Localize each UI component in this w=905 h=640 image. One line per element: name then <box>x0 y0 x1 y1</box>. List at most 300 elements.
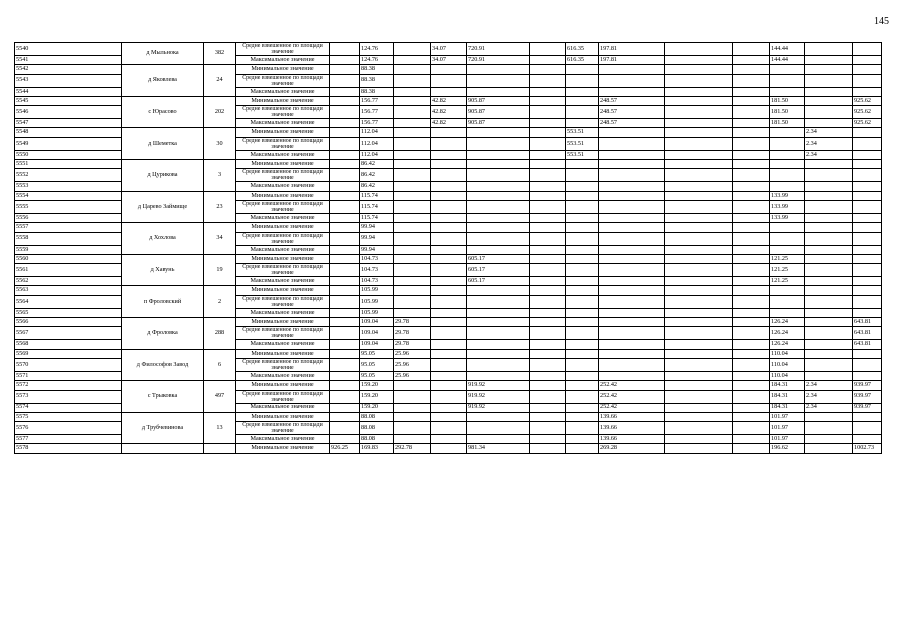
value-cell <box>805 327 853 340</box>
value-cell: 25.96 <box>394 371 431 380</box>
value-cell <box>467 435 530 444</box>
value-cell: 86.42 <box>360 182 394 191</box>
value-cell <box>566 422 599 435</box>
value-cell <box>599 371 665 380</box>
value-cell <box>770 137 805 150</box>
value-cell <box>431 74 467 87</box>
value-cell <box>330 403 360 412</box>
settlement-name-cell: д Мыльнока <box>122 43 204 65</box>
value-type-cell: Минимальное значение <box>236 160 330 169</box>
value-cell <box>330 381 360 390</box>
value-cell <box>665 56 733 65</box>
value-cell <box>665 412 733 421</box>
value-cell <box>599 295 665 308</box>
page-number: 145 <box>874 16 889 27</box>
table-row <box>15 96 882 105</box>
value-type-cell: Минимальное значение <box>236 128 330 137</box>
value-cell <box>330 254 360 263</box>
value-cell <box>394 245 431 254</box>
row-number-cell: 5564 <box>15 295 122 308</box>
value-cell: 159.20 <box>360 403 394 412</box>
value-cell <box>467 160 530 169</box>
value-cell: 184.31 <box>770 390 805 403</box>
value-cell <box>599 128 665 137</box>
population-cell: 19 <box>204 254 236 286</box>
value-cell <box>431 277 467 286</box>
value-cell: 121.25 <box>770 254 805 263</box>
value-cell: 109.04 <box>360 327 394 340</box>
value-cell <box>530 308 566 317</box>
row-number-cell: 5571 <box>15 371 122 380</box>
value-cell: 29.78 <box>394 327 431 340</box>
value-cell <box>733 87 770 96</box>
value-cell <box>853 286 882 295</box>
value-cell <box>566 340 599 349</box>
value-cell <box>853 43 882 56</box>
value-cell <box>394 308 431 317</box>
value-cell <box>733 286 770 295</box>
value-cell <box>394 150 431 159</box>
value-type-cell: Минимальное значение <box>236 223 330 232</box>
value-cell: 101.97 <box>770 435 805 444</box>
value-cell: 197.81 <box>599 56 665 65</box>
value-cell: 126.24 <box>770 340 805 349</box>
value-type-cell: Минимальное значение <box>236 286 330 295</box>
value-cell <box>805 340 853 349</box>
value-cell <box>665 182 733 191</box>
value-cell <box>733 169 770 182</box>
value-cell <box>599 65 665 74</box>
value-cell <box>431 444 467 453</box>
table-row <box>15 191 882 200</box>
value-cell: 29.78 <box>394 318 431 327</box>
value-cell <box>530 106 566 119</box>
value-cell <box>330 213 360 222</box>
value-cell <box>665 65 733 74</box>
value-cell <box>431 381 467 390</box>
value-cell: 605.17 <box>467 277 530 286</box>
value-cell <box>530 169 566 182</box>
value-cell: 925.62 <box>853 106 882 119</box>
value-cell <box>467 340 530 349</box>
value-type-cell: Минимальное значение <box>236 349 330 358</box>
value-cell <box>853 160 882 169</box>
value-cell <box>530 318 566 327</box>
value-cell <box>394 191 431 200</box>
value-cell <box>805 308 853 317</box>
value-cell <box>665 371 733 380</box>
value-cell <box>853 182 882 191</box>
value-cell <box>805 160 853 169</box>
value-cell: 252.42 <box>599 403 665 412</box>
value-cell <box>733 128 770 137</box>
value-cell <box>665 340 733 349</box>
population-cell: 288 <box>204 318 236 350</box>
value-cell <box>599 74 665 87</box>
value-cell <box>665 327 733 340</box>
value-cell <box>733 318 770 327</box>
row-number-cell: 5550 <box>15 150 122 159</box>
value-cell <box>530 277 566 286</box>
row-number-cell: 5545 <box>15 96 122 105</box>
value-cell <box>330 106 360 119</box>
value-cell <box>853 371 882 380</box>
value-cell <box>805 264 853 277</box>
value-cell <box>566 191 599 200</box>
value-type-cell: Минимальное значение <box>236 412 330 421</box>
value-type-cell: Минимальное значение <box>236 381 330 390</box>
value-type-cell: Максимальное значение <box>236 213 330 222</box>
value-cell <box>599 160 665 169</box>
value-cell <box>330 182 360 191</box>
value-cell <box>530 87 566 96</box>
row-number-cell: 5563 <box>15 286 122 295</box>
value-cell <box>599 169 665 182</box>
value-cell <box>394 254 431 263</box>
table-row <box>15 65 882 74</box>
population-cell: 202 <box>204 96 236 128</box>
value-cell: 88.38 <box>360 74 394 87</box>
value-cell <box>599 87 665 96</box>
row-number-cell: 5544 <box>15 87 122 96</box>
value-cell <box>733 106 770 119</box>
value-cell <box>599 150 665 159</box>
value-cell <box>805 245 853 254</box>
value-cell <box>665 43 733 56</box>
value-cell <box>394 43 431 56</box>
value-cell: 643.81 <box>853 340 882 349</box>
population-cell: 382 <box>204 43 236 65</box>
value-cell: 29.78 <box>394 340 431 349</box>
value-cell <box>805 232 853 245</box>
value-cell: 95.05 <box>360 358 394 371</box>
value-cell <box>431 327 467 340</box>
value-cell <box>530 444 566 453</box>
value-cell <box>431 349 467 358</box>
value-cell <box>805 213 853 222</box>
value-cell <box>530 286 566 295</box>
value-cell <box>853 358 882 371</box>
value-cell <box>733 182 770 191</box>
value-cell <box>665 200 733 213</box>
value-cell <box>665 150 733 159</box>
value-cell: 124.76 <box>360 43 394 56</box>
value-cell <box>566 106 599 119</box>
value-cell <box>330 340 360 349</box>
table-row <box>15 286 882 295</box>
row-number-cell: 5570 <box>15 358 122 371</box>
value-cell <box>431 87 467 96</box>
value-cell: 42.82 <box>431 106 467 119</box>
value-cell <box>394 87 431 96</box>
value-cell <box>330 150 360 159</box>
value-cell <box>770 295 805 308</box>
value-cell <box>853 191 882 200</box>
value-cell <box>853 264 882 277</box>
value-cell <box>530 150 566 159</box>
value-cell <box>733 308 770 317</box>
table-row <box>15 349 882 358</box>
value-cell: 181.50 <box>770 106 805 119</box>
value-cell <box>394 264 431 277</box>
row-number-cell: 5546 <box>15 106 122 119</box>
value-cell <box>566 264 599 277</box>
value-cell: 88.38 <box>360 65 394 74</box>
value-cell <box>467 200 530 213</box>
value-cell <box>853 277 882 286</box>
value-cell <box>566 435 599 444</box>
value-cell <box>733 191 770 200</box>
value-cell <box>467 213 530 222</box>
value-cell <box>530 403 566 412</box>
value-cell <box>467 308 530 317</box>
value-cell <box>805 254 853 263</box>
value-cell <box>566 245 599 254</box>
value-cell <box>853 200 882 213</box>
value-cell <box>853 232 882 245</box>
value-cell <box>431 422 467 435</box>
value-cell: 2.34 <box>805 381 853 390</box>
value-type-cell: Максимальное значение <box>236 435 330 444</box>
value-cell <box>394 295 431 308</box>
value-cell <box>566 381 599 390</box>
value-cell <box>665 223 733 232</box>
value-cell <box>665 308 733 317</box>
value-cell: 115.74 <box>360 191 394 200</box>
value-cell <box>530 119 566 128</box>
value-cell <box>330 308 360 317</box>
value-cell <box>394 128 431 137</box>
value-cell: 2.34 <box>805 150 853 159</box>
settlement-name-cell: п Фроловский <box>122 286 204 318</box>
value-cell: 99.94 <box>360 245 394 254</box>
value-cell <box>566 295 599 308</box>
value-cell: 139.66 <box>599 422 665 435</box>
value-cell <box>431 286 467 295</box>
value-cell: 919.92 <box>467 403 530 412</box>
value-cell <box>665 403 733 412</box>
value-cell <box>330 74 360 87</box>
value-cell <box>733 43 770 56</box>
value-cell <box>330 160 360 169</box>
value-cell <box>330 327 360 340</box>
value-cell <box>770 65 805 74</box>
value-cell <box>853 295 882 308</box>
value-cell <box>530 232 566 245</box>
value-cell <box>665 232 733 245</box>
value-cell <box>566 371 599 380</box>
value-cell <box>770 169 805 182</box>
value-cell <box>733 119 770 128</box>
value-cell <box>431 191 467 200</box>
value-cell <box>770 182 805 191</box>
value-cell <box>330 223 360 232</box>
value-cell: 184.31 <box>770 403 805 412</box>
value-cell <box>394 182 431 191</box>
value-cell <box>805 277 853 286</box>
value-type-cell: Средне взвешенное по площади значение <box>236 43 330 56</box>
value-cell <box>733 371 770 380</box>
value-cell <box>733 74 770 87</box>
value-cell: 110.04 <box>770 349 805 358</box>
value-cell <box>431 200 467 213</box>
value-cell <box>805 318 853 327</box>
value-cell <box>431 295 467 308</box>
value-cell <box>733 232 770 245</box>
value-cell <box>530 213 566 222</box>
value-cell <box>431 182 467 191</box>
value-type-cell: Максимальное значение <box>236 182 330 191</box>
value-type-cell: Средне взвешенное по площади значение <box>236 106 330 119</box>
value-cell <box>805 435 853 444</box>
row-number-cell: 5572 <box>15 381 122 390</box>
value-cell <box>770 74 805 87</box>
value-cell <box>394 412 431 421</box>
value-cell <box>566 327 599 340</box>
value-cell: 109.04 <box>360 340 394 349</box>
value-cell <box>853 150 882 159</box>
value-cell <box>467 318 530 327</box>
value-cell <box>733 277 770 286</box>
row-number-cell: 5562 <box>15 277 122 286</box>
value-cell <box>853 308 882 317</box>
value-cell: 86.42 <box>360 169 394 182</box>
value-cell <box>394 422 431 435</box>
value-cell: 252.42 <box>599 381 665 390</box>
value-type-cell: Средне взвешенное по площади значение <box>236 327 330 340</box>
value-cell: 939.97 <box>853 390 882 403</box>
value-cell: 197.81 <box>599 43 665 56</box>
value-type-cell: Средне взвешенное по площади значение <box>236 358 330 371</box>
value-cell: 605.17 <box>467 264 530 277</box>
value-cell: 252.42 <box>599 390 665 403</box>
value-cell: 184.31 <box>770 381 805 390</box>
value-cell <box>599 358 665 371</box>
value-cell <box>665 444 733 453</box>
value-cell <box>733 358 770 371</box>
value-cell <box>530 340 566 349</box>
value-cell: 169.83 <box>360 444 394 453</box>
value-cell <box>566 444 599 453</box>
value-cell: 1002.73 <box>853 444 882 453</box>
value-cell <box>467 412 530 421</box>
value-cell: 925.62 <box>853 96 882 105</box>
value-cell: 292.78 <box>394 444 431 453</box>
value-cell <box>394 65 431 74</box>
value-cell <box>665 381 733 390</box>
value-type-cell: Максимальное значение <box>236 340 330 349</box>
table-row <box>15 223 882 232</box>
value-cell <box>330 128 360 137</box>
value-cell <box>467 182 530 191</box>
value-cell <box>431 254 467 263</box>
value-cell <box>599 277 665 286</box>
value-cell <box>467 371 530 380</box>
value-cell <box>530 264 566 277</box>
value-cell <box>467 169 530 182</box>
value-cell <box>853 137 882 150</box>
settlement-name-cell: д Философов Завод <box>122 349 204 381</box>
value-cell: 121.25 <box>770 264 805 277</box>
value-cell <box>530 200 566 213</box>
value-cell: 112.04 <box>360 128 394 137</box>
value-cell <box>394 160 431 169</box>
value-cell <box>733 422 770 435</box>
value-cell <box>805 358 853 371</box>
value-cell <box>467 245 530 254</box>
settlement-name-cell: с Трыковка <box>122 381 204 413</box>
value-cell <box>431 371 467 380</box>
value-cell <box>530 182 566 191</box>
value-cell <box>853 56 882 65</box>
settlement-name-cell: д Яковлева <box>122 65 204 97</box>
row-number-cell: 5547 <box>15 119 122 128</box>
value-cell <box>566 119 599 128</box>
value-cell <box>665 245 733 254</box>
value-cell <box>394 223 431 232</box>
value-cell <box>599 200 665 213</box>
row-number-cell: 5541 <box>15 56 122 65</box>
value-cell <box>431 232 467 245</box>
value-cell <box>330 422 360 435</box>
table-row <box>15 254 882 263</box>
population-cell: 6 <box>204 349 236 381</box>
value-cell <box>530 137 566 150</box>
value-cell <box>467 358 530 371</box>
value-cell: 553.51 <box>566 128 599 137</box>
value-cell <box>853 254 882 263</box>
value-cell <box>431 223 467 232</box>
value-cell: 2.34 <box>805 403 853 412</box>
value-cell: 156.77 <box>360 96 394 105</box>
value-cell: 643.81 <box>853 327 882 340</box>
value-cell <box>733 56 770 65</box>
value-cell: 616.35 <box>566 56 599 65</box>
value-cell <box>530 223 566 232</box>
value-cell <box>853 223 882 232</box>
value-cell <box>530 254 566 263</box>
value-cell: 105.99 <box>360 308 394 317</box>
value-cell <box>330 191 360 200</box>
value-cell <box>330 264 360 277</box>
settlement-name-cell: д Хавунь <box>122 254 204 286</box>
value-cell <box>467 87 530 96</box>
value-cell <box>733 65 770 74</box>
value-cell: 156.77 <box>360 119 394 128</box>
value-cell <box>770 150 805 159</box>
value-cell: 605.17 <box>467 254 530 263</box>
value-cell <box>853 349 882 358</box>
value-cell <box>431 318 467 327</box>
value-cell <box>330 412 360 421</box>
value-cell <box>853 65 882 74</box>
value-cell <box>530 295 566 308</box>
value-cell <box>770 308 805 317</box>
row-number-cell: 5548 <box>15 128 122 137</box>
value-cell <box>805 87 853 96</box>
value-cell <box>566 412 599 421</box>
value-cell: 139.66 <box>599 412 665 421</box>
row-number-cell: 5542 <box>15 65 122 74</box>
value-cell <box>330 277 360 286</box>
value-cell: 156.77 <box>360 106 394 119</box>
row-number-cell: 5556 <box>15 213 122 222</box>
value-type-cell: Минимальное значение <box>236 318 330 327</box>
value-cell <box>853 412 882 421</box>
value-cell <box>733 390 770 403</box>
value-cell <box>599 264 665 277</box>
value-cell <box>733 264 770 277</box>
